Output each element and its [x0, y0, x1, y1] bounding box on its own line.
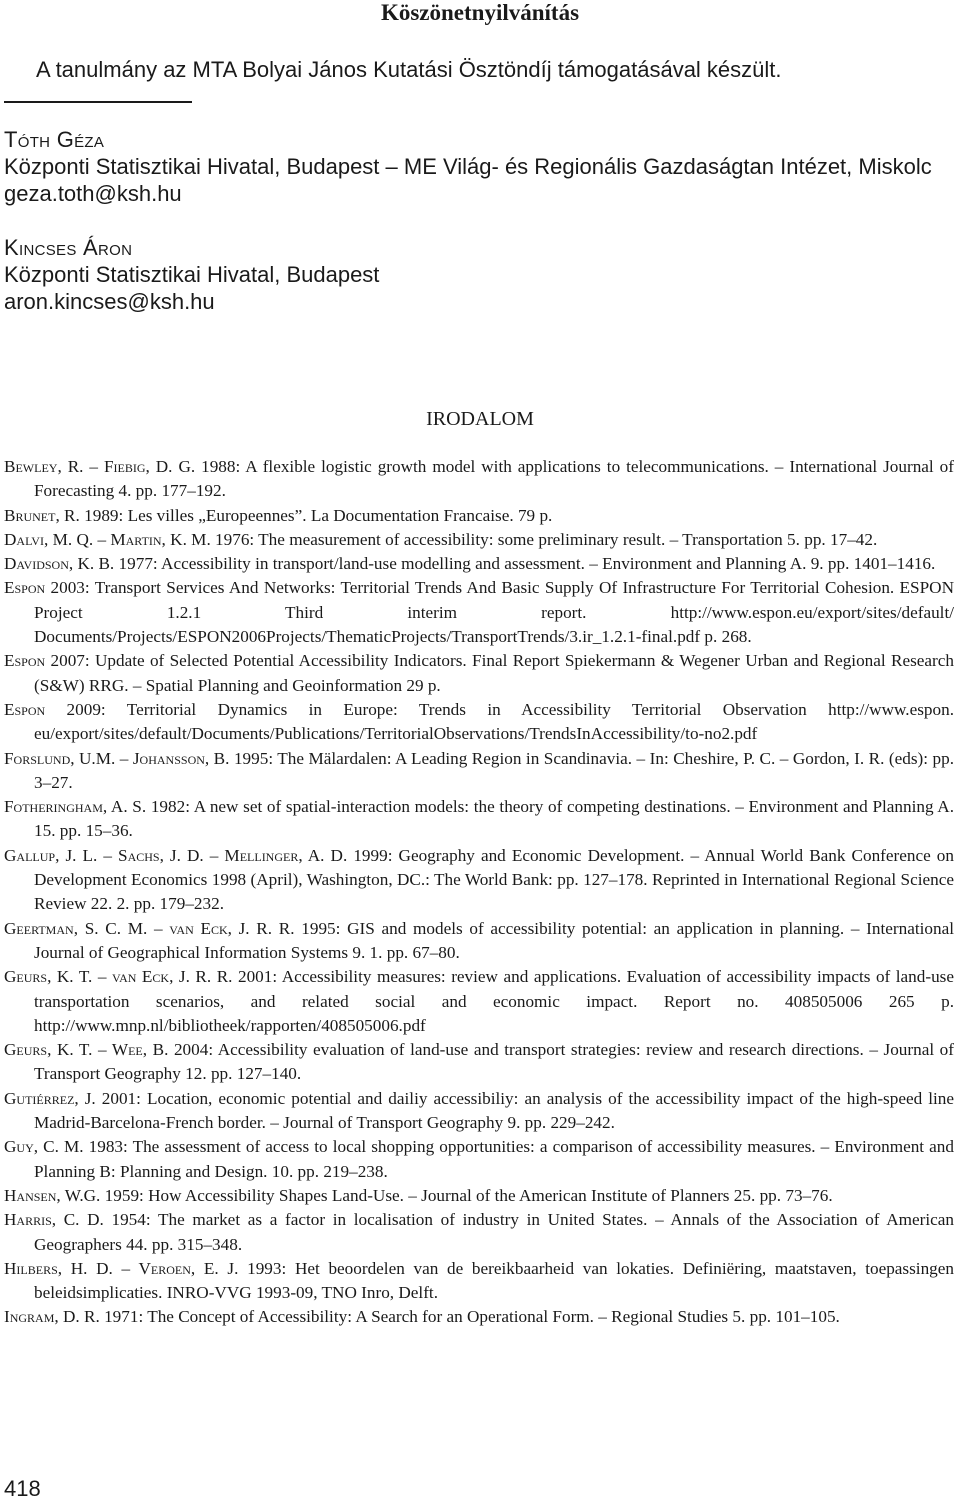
- reference-details: 1993: Het beoordelen van de bereikbaarheid van lokaties. Definiëring, maatstaven, toepassingen beleidsimplicaties. INRO-VVG 1993-09, TNO Inro, Delft.: [34, 1258, 954, 1303]
- author-name: Kincses Áron: [4, 235, 133, 260]
- author-affiliation: Központi Statisztikai Hivatal, Budapest: [4, 262, 380, 287]
- reference-item: [4, 747, 954, 796]
- reference-authors: Davidson, K. B.: [4, 554, 115, 574]
- reference-item: [4, 504, 954, 528]
- reference-authors: Espon: [4, 699, 46, 719]
- reference-item: [4, 1208, 954, 1257]
- reference-item: [4, 917, 954, 966]
- reference-authors: Ingram, D. R.: [4, 1307, 100, 1327]
- reference-authors: Fotheringham, A. S.: [4, 797, 147, 817]
- reference-details: 1954: The market as a factor in localisation of industry in United States. – Annals of the Association of American Geographers 44. pp. 315–348.: [34, 1210, 954, 1254]
- page-number: 418: [4, 1476, 41, 1501]
- reference-details: 1989: Les villes „Europeennes”. La Documentation Francaise. 79 p.: [79, 505, 553, 525]
- reference-authors: Espon: [4, 651, 46, 671]
- author-email: aron.kincses@ksh.hu: [4, 289, 215, 314]
- reference-item: [4, 649, 954, 698]
- reference-details: 1959: How Accessibility Shapes Land-Use. – Journal of the American Institute of Planners 25. pp. 73–76.: [100, 1185, 833, 1205]
- reference-item: [4, 1038, 954, 1087]
- reference-details: 2001: Location, economic potential and dailiy accessibiliy: an analysis of the accessibility impact of the high-speed line Madrid-Barcelona-French border. – Journal of Transport Geography 9. pp. 229–242.: [34, 1088, 954, 1133]
- reference-authors: Guy, C. M.: [4, 1137, 84, 1157]
- reference-authors: Bewley, R. – Fiebig, D. G.: [4, 457, 196, 476]
- reference-item: [4, 552, 954, 576]
- reference-details: 2001: Accessibility measures: review and applications. Evaluation of accessibility impacts of land-use transportation scenarios, and related social and economic impact. Report no. 408505006 265 p. http://www.mnp.nl/bibliotheek/rapporten/408505006.pdf: [34, 967, 954, 1035]
- reference-details: 1983: The assessment of access to local shopping opportunities: a comparison of accessibility measures. – Environment and Planning B: Planning and Design. 10. pp. 219–238.: [34, 1137, 954, 1181]
- reference-details: 1977: Accessibility in transport/land-use modelling and assessment. – Environment and Planning A. 9. pp. 1401–1416.: [114, 554, 936, 574]
- footnote-divider: [4, 101, 192, 103]
- reference-authors: Forslund, U.M. – Johansson, B.: [4, 748, 230, 768]
- author-name: Tóth Géza: [4, 127, 105, 152]
- reference-item: [4, 1305, 954, 1329]
- reference-authors: Hilbers, H. D. – Veroen, E. J.: [4, 1258, 239, 1278]
- reference-item: [4, 576, 954, 649]
- reference-authors: Geertman, S. C. M. – van Eck, J. R. R.: [4, 918, 295, 938]
- reference-authors: Gutiérrez, J.: [4, 1088, 96, 1108]
- reference-authors: Geurs, K. T. – Wee, B.: [4, 1040, 169, 1060]
- reference-item: [4, 698, 954, 747]
- reference-details: 1999: Geography and Economic Development. – Annual World Bank Conference on Development Economics 1998 (April), Washington, DC.: The World Bank: pp. 127–178. Reprinted in International Regional Science Review 22. 2. pp. 179–232.: [34, 845, 954, 914]
- reference-authors: Hansen, W.G.: [4, 1185, 101, 1205]
- reference-item: [4, 1184, 954, 1208]
- reference-details: 2007: Update of Selected Potential Accessibility Indicators. Final Report Spiekermann & Wegener Urban and Regional Research (S&W) RRG. – Spatial Planning and Geoinformation 29 p.: [34, 651, 954, 695]
- reference-authors: Geurs, K. T. – van Eck, J. R. R.: [4, 967, 233, 987]
- reference-details: 2004: Accessibility evaluation of land-use and transport strategies: review and research directions. – Journal of Transport Geography 12. pp. 127–140.: [34, 1040, 954, 1084]
- reference-item: [4, 1135, 954, 1184]
- acknowledgement-text: A tanulmány az MTA Bolyai János Kutatási Ösztöndíj támogatásával készült.: [36, 57, 782, 82]
- reference-authors: Harris, C. D.: [4, 1210, 104, 1230]
- reference-details: 2009: Territorial Dynamics in Europe: Trends in Accessibility Territorial Observation http://www.espon. eu/export/sites/default/Documents/Publications/TerritorialObservations/TrendsInAccessibility/to-no2.pdf: [34, 699, 954, 744]
- reference-item: [4, 528, 954, 552]
- reference-details: 2003: Transport Services And Networks: Territorial Trends And Basic Supply Of Infrastructure For Territorial Cohesion. ESPON Project 1.2.1 Third interim report. http://www.espon.eu/export/sites/default/ Documents/Projects/ESPON2006Projects/ThematicProjects/TransportTrends/3.ir_1.2.1-final.pdf p. 268.: [34, 578, 954, 647]
- reference-details: 1982: A new set of spatial-interaction models: the theory of competing destinations. – Environment and Planning A. 15. pp. 15–36.: [34, 797, 954, 841]
- reference-authors: Brunet, R.: [4, 505, 80, 525]
- reference-details: 1995: The Mälardalen: A Leading Region in Scandinavia. – In: Cheshire, P. C. – Gordon, I. R. (eds): pp. 3–27.: [34, 748, 955, 792]
- reference-details: 1971: The Concept of Accessibility: A Search for an Operational Form. – Regional Studies 5. pp. 101–105.: [99, 1307, 840, 1327]
- acknowledgement-heading: Köszönetnyilvánítás: [380, 0, 580, 25]
- reference-details: 1976: The measurement of accessibility: some preliminary result. – Transportation 5. pp. 17–42.: [210, 529, 878, 549]
- reference-item: [4, 844, 954, 917]
- reference-item: [4, 1257, 954, 1306]
- reference-item: [4, 1087, 954, 1136]
- reference-list: [4, 455, 954, 1330]
- author-affiliation: Központi Statisztikai Hivatal, Budapest – ME Világ- és Regionális Gazdaságtan Intézet, Miskolc: [4, 154, 932, 179]
- reference-authors: Espon: [4, 578, 46, 598]
- reference-item: [4, 455, 954, 504]
- references-heading: IRODALOM: [426, 408, 534, 430]
- author-block: [4, 126, 954, 342]
- author-entry: [4, 234, 954, 315]
- reference-details: 1995: GIS and models of accessibility potential: an application in planning. – International Journal of Geographical Information Systems 9. 1. pp. 67–80.: [34, 918, 954, 962]
- author-email: geza.toth@ksh.hu: [4, 181, 182, 206]
- reference-authors: Dalvi, M. Q. – Martin, K. M.: [4, 529, 211, 549]
- author-entry: [4, 126, 954, 207]
- reference-item: [4, 965, 954, 1038]
- reference-details: 1988: A flexible logistic growth model with applications to telecommunications. – International Journal of Forecasting 4. pp. 177–192.: [34, 457, 954, 501]
- reference-item: [4, 795, 954, 844]
- reference-authors: Gallup, J. L. – Sachs, J. D. – Mellinger, A. D.: [4, 845, 348, 865]
